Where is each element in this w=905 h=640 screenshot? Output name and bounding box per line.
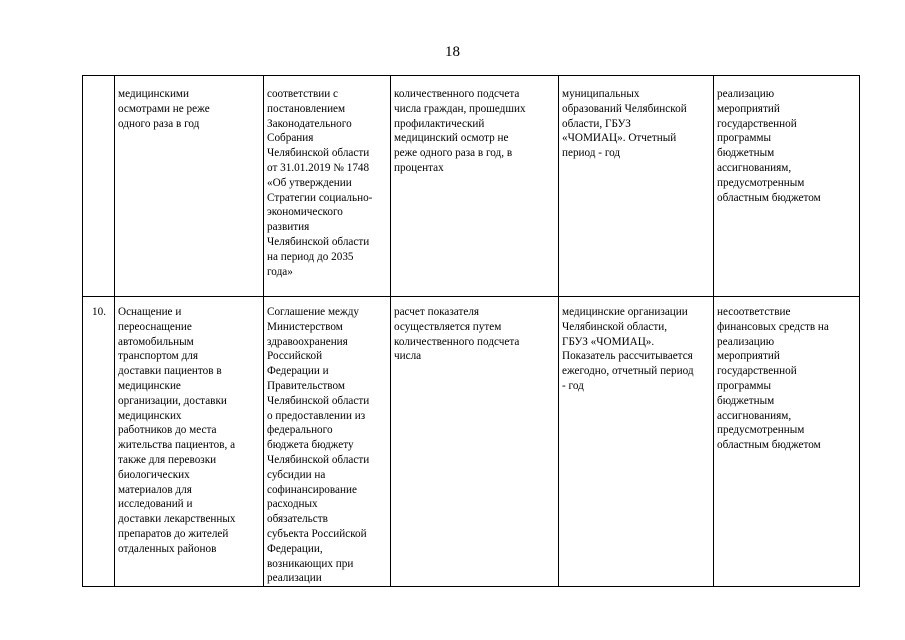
indicator-name-cell: Оснащение и переоснащение автомобильным транспортом для доставки пациентов в медицинские организации, доставки медицинских работников до места жительства пациентов, а также для перевозки биологических материалов для исследований и доставки лекарственных препаратов до жителей отдаленных районов	[115, 297, 264, 587]
row-number	[83, 76, 115, 297]
risks-cell: несоответствие финансовых средств на реализацию мероприятий государственной программы бюджетным ассигнованиям, предусмотренным областным бюджетом	[714, 297, 860, 587]
risks-cell: реализацию мероприятий государственной программы бюджетным ассигнованиям, предусмотренным областным бюджетом	[714, 76, 860, 297]
data-source-cell: муниципальных образований Челябинской области, ГБУЗ «ЧОМИАЦ». Отчетный период - год	[559, 76, 714, 297]
data-source-cell: медицинские организации Челябинской области, ГБУЗ «ЧОМИАЦ». Показатель рассчитывается ежегодно, отчетный период - год	[559, 297, 714, 587]
indicator-name-cell: медицинскими осмотрами не реже одного раза в год	[115, 76, 264, 297]
page-number: 18	[445, 44, 460, 60]
table-row	[83, 297, 860, 587]
calculation-method-cell: количественного подсчета числа граждан, прошедших профилактический медицинский осмотр не реже одного раза в год, в процентах	[391, 76, 559, 297]
calculation-method-cell: расчет показателя осуществляется путем количественного подсчета числа	[391, 297, 559, 587]
row-number: 10.	[83, 297, 115, 587]
table-row	[83, 76, 860, 297]
legal-basis-cell: Соглашение между Министерством здравоохранения Российской Федерации и Правительством Челябинской области о предоставлении из федерального бюджета бюджету Челябинской области субсидии на софинансирование расходных обязательств субъекта Российской Федерации, возникающих при реализации	[264, 297, 391, 587]
legal-basis-cell: соответствии с постановлением Законодательного Собрания Челябинской области от 31.01.2019 № 1748 «Об утверждении Стратегии социально- экономического развития Челябинской области на период до 2035 года»	[264, 76, 391, 297]
indicators-table	[82, 75, 860, 587]
